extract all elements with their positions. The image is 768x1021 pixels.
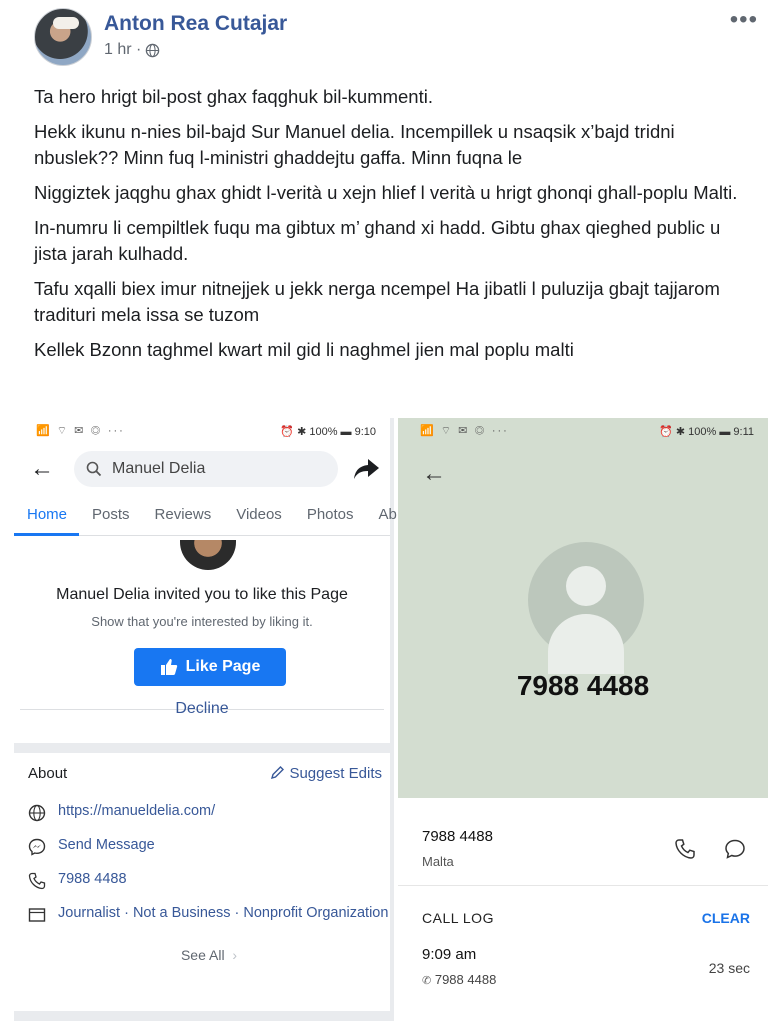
outgoing-call-icon: ✆ [422,975,432,987]
tab-about[interactable]: Ab [378,505,397,523]
category-icon [28,906,46,924]
contact-number-title: 7988 4488 [516,670,650,701]
status-icons-right: ⏰ ✱ 100% ▬ 9:10 [280,425,376,438]
chevron-right-icon: › [228,947,238,963]
pencil-icon [269,765,285,781]
about-phone[interactable] [28,871,390,895]
post-images[interactable] [14,418,768,1021]
contact-header [398,418,768,798]
author-name[interactable]: Anton Rea Cutajar [104,12,288,35]
status-icons-left: 📶 ⌔ ✉ ◎ ··· [420,425,509,437]
call-time: 9:09 am [422,946,477,963]
number-value: 7988 4488 [422,828,493,845]
thumbs-up-icon [160,658,178,676]
status-bar [398,418,768,444]
call-icon[interactable] [674,838,696,860]
suggest-edits-label: Suggest Edits [289,764,382,782]
invite-title: Manuel Delia invited you to like this Page [56,586,348,603]
contact-screenshot [398,418,768,1021]
status-icons-left: 📶 ⌔ ✉ ◎ ··· [36,425,125,437]
page-tabs [14,494,397,536]
tab-photos[interactable]: Photos [306,505,354,523]
see-all-button[interactable] [28,947,390,963]
post-text [34,84,754,372]
post-paragraph: Ta hero hrigt bil-post ghax faqghuk bil-kummenti. [34,86,433,107]
post-paragraph: Tafu xqalli biex imur nitnejjek u jekk nerga ncempel Ha jibatli l puluzija gbajt tajjarom tradituri mela issa se tuzom [34,278,720,325]
about-title: About [28,764,68,782]
invite-card [20,536,384,717]
number-location: Malta [422,854,454,869]
status-icons-right: ⏰ ✱ 100% ▬ 9:11 [659,425,754,438]
suggest-edits-button[interactable] [269,765,382,782]
person-icon-body [548,614,624,674]
post-time[interactable]: 1 hr · [104,41,142,58]
see-all-label: See All [180,947,225,963]
like-page-label: Like Page [185,658,261,675]
post-paragraph: Niggiztek jaqghu ghax ghidt l-verità u xejn hlief l verità u hrigt ghonqi ghall-poplu Malti. [34,182,738,203]
person-icon-head [566,566,606,606]
post-paragraph: Hekk ikunu n-nies bil-bajd Sur Manuel delia. Incempillek u nsaqsik x’bajd tridni nbuslek?? Minn fuq l-ministri ghaddejtu gaffa. Minn fuqna le [34,121,675,168]
about-website[interactable] [28,803,390,827]
back-arrow-icon[interactable]: ← [422,460,446,487]
contact-avatar [528,542,644,658]
tab-home[interactable]: Home [14,494,79,536]
category-link[interactable]: Journalist · Not a Business · Nonprofit Organization [58,905,389,921]
like-page-button[interactable] [134,648,286,686]
about-category[interactable] [28,905,390,929]
website-link[interactable]: https://manueldelia.com/ [58,803,216,819]
number-row[interactable] [398,798,768,886]
decline-button[interactable]: Decline [175,700,229,717]
send-message-link[interactable]: Send Message [58,837,155,853]
messenger-icon [28,838,46,856]
clear-button[interactable]: CLEAR [701,910,750,926]
section-divider [14,743,390,753]
globe-icon [145,43,160,58]
message-icon[interactable] [724,838,746,860]
call-duration: 23 sec [708,960,750,976]
invite-subtitle: Show that you're interested by liking it. [91,614,313,629]
post-paragraph: In-numru li cempiltlek fuqu ma gibtux m’ ghand xi hadd. Gibtu ghax qieghed public u jista jarah kulhadd. [34,217,721,264]
search-icon [86,461,102,477]
search-input[interactable] [74,451,338,487]
status-bar [14,418,390,444]
back-arrow-icon[interactable]: ← [30,455,54,482]
more-options-button[interactable]: ••• [729,6,758,33]
facebook-page-screenshot [14,418,397,1021]
post-header [0,0,768,72]
tab-posts[interactable]: Posts [92,505,130,523]
search-text: Manuel Delia [112,460,206,477]
call-log-section [398,888,768,1021]
call-number: 7988 4488 [434,972,497,987]
about-header [28,753,390,793]
about-section [14,753,390,963]
globe-icon [28,804,46,822]
author-avatar[interactable] [34,8,92,66]
about-send-message[interactable] [28,837,390,861]
fb-top-bar [14,444,390,494]
page-profile-picture[interactable] [180,540,236,570]
share-icon[interactable] [352,457,380,481]
phone-number-link[interactable]: 7988 4488 [58,871,127,887]
phone-icon [28,872,46,890]
post-meta [104,41,160,59]
post-paragraph: Kellek Bzonn taghmel kwart mil gid li naghmel jien mal poplu malti [34,339,574,360]
call-log-label: CALL LOG [422,910,494,926]
tab-videos[interactable]: Videos [236,505,282,523]
tab-reviews[interactable]: Reviews [154,505,212,523]
section-divider [14,1011,390,1021]
call-entry-number [422,972,496,987]
